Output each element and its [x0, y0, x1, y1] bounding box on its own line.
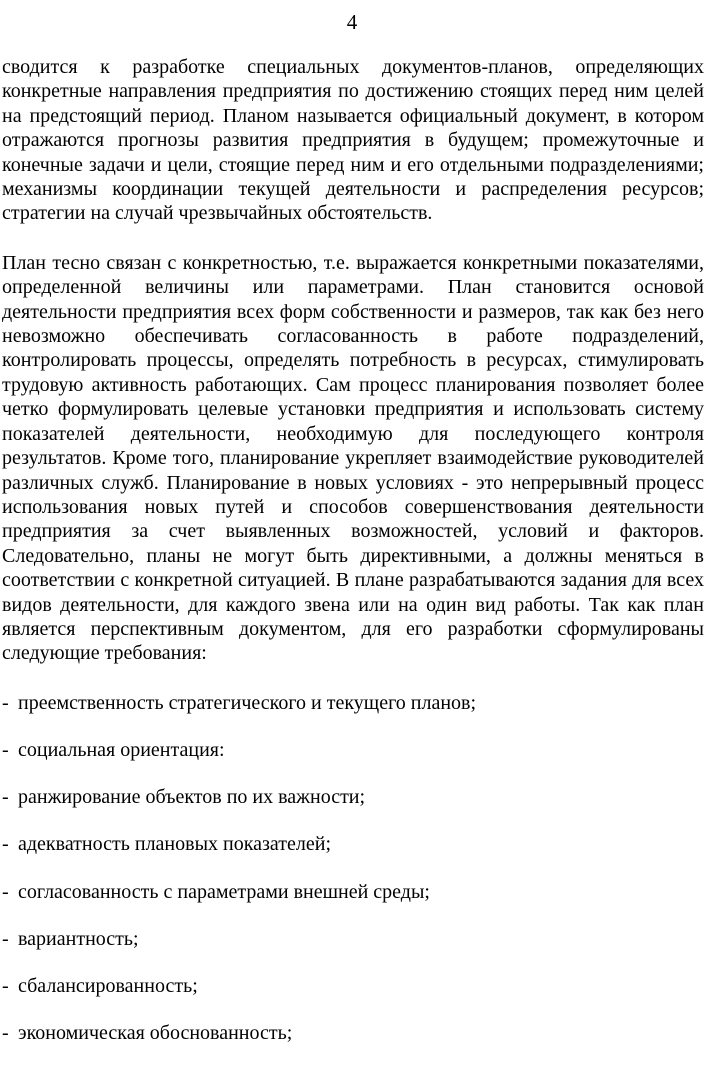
list-item-text: адекватность плановых показателей; [18, 833, 331, 856]
list-item [2, 927, 704, 974]
list-item-text: сбалансированность; [18, 974, 198, 997]
list-item-text: преемственность стратегического и текущего планов; [18, 691, 477, 714]
list-dash: - [2, 833, 9, 856]
list-dash: - [2, 974, 9, 997]
list-item-text: вариантность; [18, 927, 139, 950]
requirements-list [2, 691, 704, 1069]
list-item [2, 832, 704, 879]
document-body [2, 55, 704, 1068]
list-item [2, 691, 704, 738]
list-dash: - [2, 786, 9, 809]
page-number: 4 [346, 10, 358, 34]
list-item-text: экономическая обоснованность; [18, 1022, 293, 1045]
list-dash: - [2, 927, 9, 950]
paragraph-spacer [2, 666, 704, 691]
list-dash: - [2, 691, 9, 714]
paragraph-plan: План тесно связан с конкретностью, т.е. выражается конкретными показателями, определенной величины или параметрами. План становится основой деятельности предприятия всех форм собственности и размеров, так как без него невозможно обеспечивать согласованность в работе подразделений, контролировать процессы, определять потребность в ресурсах, стимулировать трудовую активность работающих. Сам процесс планирования позволяет более четко формулировать целевые установки предприятия и использовать систему показателей деятельности, необходимую для последующего контроля результатов. Кроме того, планирование укрепляет взаимодействие руководителей различных служб. Планирование в новых условиях - это непрерывный процесс использования новых путей и способов совершенствования деятельности предприятия за счет выявленных возможностей, условий и факторов. Следовательно, планы не могут быть директивными, а должны меняться в соответствии с конкретной ситуацией. В плане разрабатываются задания для всех видов деятельности, для каждого звена или на один вид работы. Так как план является перспективным документом, для его разработки сформулированы следующие требования: [2, 251, 704, 665]
list-item-text: социальная ориентация: [18, 738, 225, 761]
list-item-text: ранжирование объектов по их важности; [18, 786, 366, 809]
list-dash: - [2, 738, 9, 761]
paragraph-intro: сводится к разработке специальных документов-планов, определяющих конкретные направления предприятия по достижению стоящих перед ним целей на предстоящий период. Планом называется официальный документ, в котором отражаются прогнозы развития предприятия в будущем; промежуточные и конечные задачи и цели, стоящие перед ним и его отдельными подразделениями; механизмы координации текущей деятельности и распределения ресурсов; стратегии на случай чрезвычайных обстоятельств. [2, 56, 704, 225]
list-item-text: согласованность с параметрами внешней среды; [18, 880, 430, 903]
list-item [2, 738, 704, 785]
list-item [2, 974, 704, 1021]
paragraph-spacer [2, 226, 704, 251]
list-item [2, 880, 704, 927]
list-item [2, 785, 704, 832]
list-dash: - [2, 880, 9, 903]
list-dash: - [2, 1022, 9, 1045]
list-item [2, 1021, 704, 1068]
